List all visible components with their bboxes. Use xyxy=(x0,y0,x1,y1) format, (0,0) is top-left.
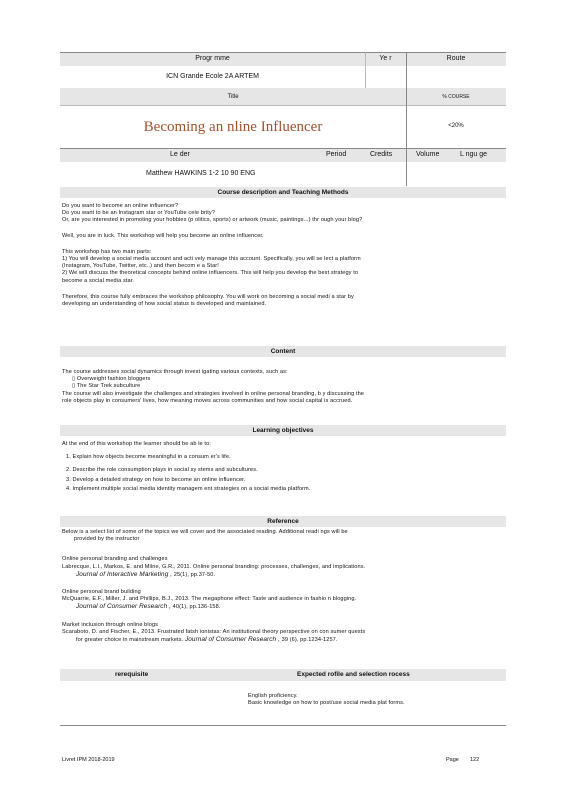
leader-label: Le der xyxy=(170,151,190,158)
reference-body xyxy=(62,529,502,644)
section-objectives-header xyxy=(60,425,506,436)
text-line: Do you want to be an Instagram star or YouTube cele brity? xyxy=(62,210,215,217)
bullet-text: The Star Trek subculture xyxy=(76,383,141,390)
table-rule xyxy=(60,105,506,106)
objective-item: 2. Describe the role consumption plays in social sy stems and subcultures. xyxy=(66,467,258,474)
content-body xyxy=(62,369,502,405)
text-line: Or, are you interested in promoting your hobbies (p olitics, sports) or artwork (music, paintings...) thr ough your blog? xyxy=(62,217,363,224)
table-rule xyxy=(406,52,407,186)
course-title: Becoming an nline Influencer xyxy=(143,119,323,135)
year-label: Ye r xyxy=(379,55,392,62)
objective-item: 4. Implement multiple social media identity managem ent strategies on a social media platform. xyxy=(66,485,311,492)
footer-left: Livret IPM 2018-2019 xyxy=(62,757,115,763)
section-title: Learning objectives xyxy=(252,427,314,434)
text-line: provided by the instructor xyxy=(74,536,140,543)
reference-journal-line xyxy=(62,571,502,579)
text-line: 1) You will develop a social media account and acti vely manage this account. Specifically, you will se lect a platform xyxy=(62,256,361,263)
text-line: The course addresses social dynamics through invest igating various contexts, such as: xyxy=(62,369,288,375)
objective-item: 3. Develop a detailed strategy on how to become an online influencer. xyxy=(66,476,246,483)
text-line: become a social media star. xyxy=(62,277,135,284)
section-description-header xyxy=(60,187,506,198)
leader-value-cell xyxy=(60,162,406,186)
reference-text: for greater choice in mainstream markets. xyxy=(76,637,184,644)
bullet-text: Overweight fashion bloggers xyxy=(76,376,151,383)
programme-label: Progr mme xyxy=(195,55,230,62)
bullet-icon: ▯ xyxy=(72,383,77,390)
journal-name: Journal of Interactive Marketing , xyxy=(76,570,173,578)
text-line: At the end of this workshop the learner should be ab le to: xyxy=(62,441,211,447)
journal-name: Journal of Consumer Research , xyxy=(184,636,280,644)
reference-topic: Online personal branding and challenges xyxy=(62,556,168,563)
section-title: Content xyxy=(270,348,296,355)
table-rule xyxy=(60,725,506,726)
pct-value: <20% xyxy=(448,123,464,129)
text-line: Well, you are in luck. This workshop will help you become an online influencer. xyxy=(62,232,264,239)
profile-body xyxy=(248,693,498,707)
leader-value: Matthew HAWKINS 1-2 10 90 ENG xyxy=(146,170,256,177)
journal-volume: 39 (6), pp.1234-1257. xyxy=(279,637,338,644)
text-line: (Instagram, YouTube, Twitter, etc..) and then becom e a Star! xyxy=(62,263,219,270)
reference-authors: Scaraboto, D. and Fischer, E., 2013. Frustrated fatsh ionistas: An institutional theory perspective on con sumer quests xyxy=(62,628,366,635)
course-pct-label-cell xyxy=(406,88,506,105)
reference-authors: Labrecque, L.I., Markos, E. and Milne, G.R., 2011. Online personal branding: processes, challenges, and implications. xyxy=(62,563,366,570)
text-line: developing an understanding of how social status is developed and maintained. xyxy=(62,301,267,308)
table-rule xyxy=(60,148,506,149)
credits-label: Credits xyxy=(370,151,393,158)
objectives-body xyxy=(62,440,502,494)
prereq-title: rerequisite xyxy=(115,671,149,678)
reference-authors: McQuarrie, E.F., Miller, J. and Phillips, B.J., 2013. The megaphone effect: Taste and audience in fashio n blogging. xyxy=(62,596,357,603)
footer-page-label: Page xyxy=(446,757,459,763)
journal-volume: 40(1), pp.136-158. xyxy=(171,604,221,611)
objective-item: 1. Explain how objects become meaningful in a consum er's life. xyxy=(66,454,231,461)
programme-label-cell xyxy=(60,52,365,66)
text-line: role objects play in consumers' lives, how meaning moves across communities and how social capital is accrued. xyxy=(62,397,353,404)
bullet-icon: ▯ xyxy=(72,376,77,383)
table-rule xyxy=(365,52,366,88)
text-line: The course will also investigate the challenges and strategies involved in online personal branding, b y discussing the xyxy=(62,390,365,397)
journal-name: Journal of Consumer Research , xyxy=(76,603,171,611)
course-pct-label: % COURSE xyxy=(442,94,470,100)
programme-value-cell xyxy=(60,66,365,88)
journal-volume: 25(1), pp.37-50. xyxy=(172,571,216,578)
text-line: Below is a select list of some of the topics we will cover and the associated reading. Additional readi ngs will be xyxy=(62,529,348,535)
title-label: Title xyxy=(227,94,239,100)
reference-journal-line xyxy=(62,636,502,644)
section-title: Reference xyxy=(267,518,299,525)
text-line: This workshop has two main parts: xyxy=(62,248,152,255)
section-reference-header xyxy=(60,516,506,527)
description-body xyxy=(62,203,502,308)
text-line: English proficiency. xyxy=(248,693,298,699)
bullet-item xyxy=(62,376,502,383)
text-line: Therefore, this course fully embraces the workshop philosophy. You will work on becoming a social medi a star by xyxy=(62,293,354,300)
leader-row xyxy=(60,148,406,162)
text-line: Do you want to become an online influencer? xyxy=(62,203,179,209)
text-line: 2) We will discuss the theoretical concepts behind online influencers. This will help you develop the best strategy to xyxy=(62,270,359,277)
programme-value: ICN Grande Ecole 2A ARTEM xyxy=(166,73,259,80)
reference-topic: Online personal brand building xyxy=(62,589,141,596)
bullet-item xyxy=(62,383,502,390)
pct-value-cell xyxy=(406,105,506,148)
route-label: Route xyxy=(446,55,466,62)
period-label: Period xyxy=(326,151,347,158)
section-title: Course description and Teaching Methods xyxy=(217,189,349,196)
course-title-cell xyxy=(60,105,406,148)
route-label-cell xyxy=(406,52,506,66)
expected-title: Expected rofile and selection rocess xyxy=(297,671,410,678)
table-rule xyxy=(60,52,506,53)
section-content-header xyxy=(60,346,506,357)
text-line: Basic knowledge on how to post/use social media plat forms. xyxy=(248,700,405,707)
reference-journal-line xyxy=(62,603,502,611)
footer-page-number: 122 xyxy=(470,757,480,763)
title-label-cell xyxy=(60,88,406,105)
year-label-cell xyxy=(365,52,406,66)
volume-label: Volume xyxy=(416,151,440,158)
language-label: L ngu ge xyxy=(460,151,487,158)
reference-topic: Market inclusion through online blogs xyxy=(62,621,159,628)
